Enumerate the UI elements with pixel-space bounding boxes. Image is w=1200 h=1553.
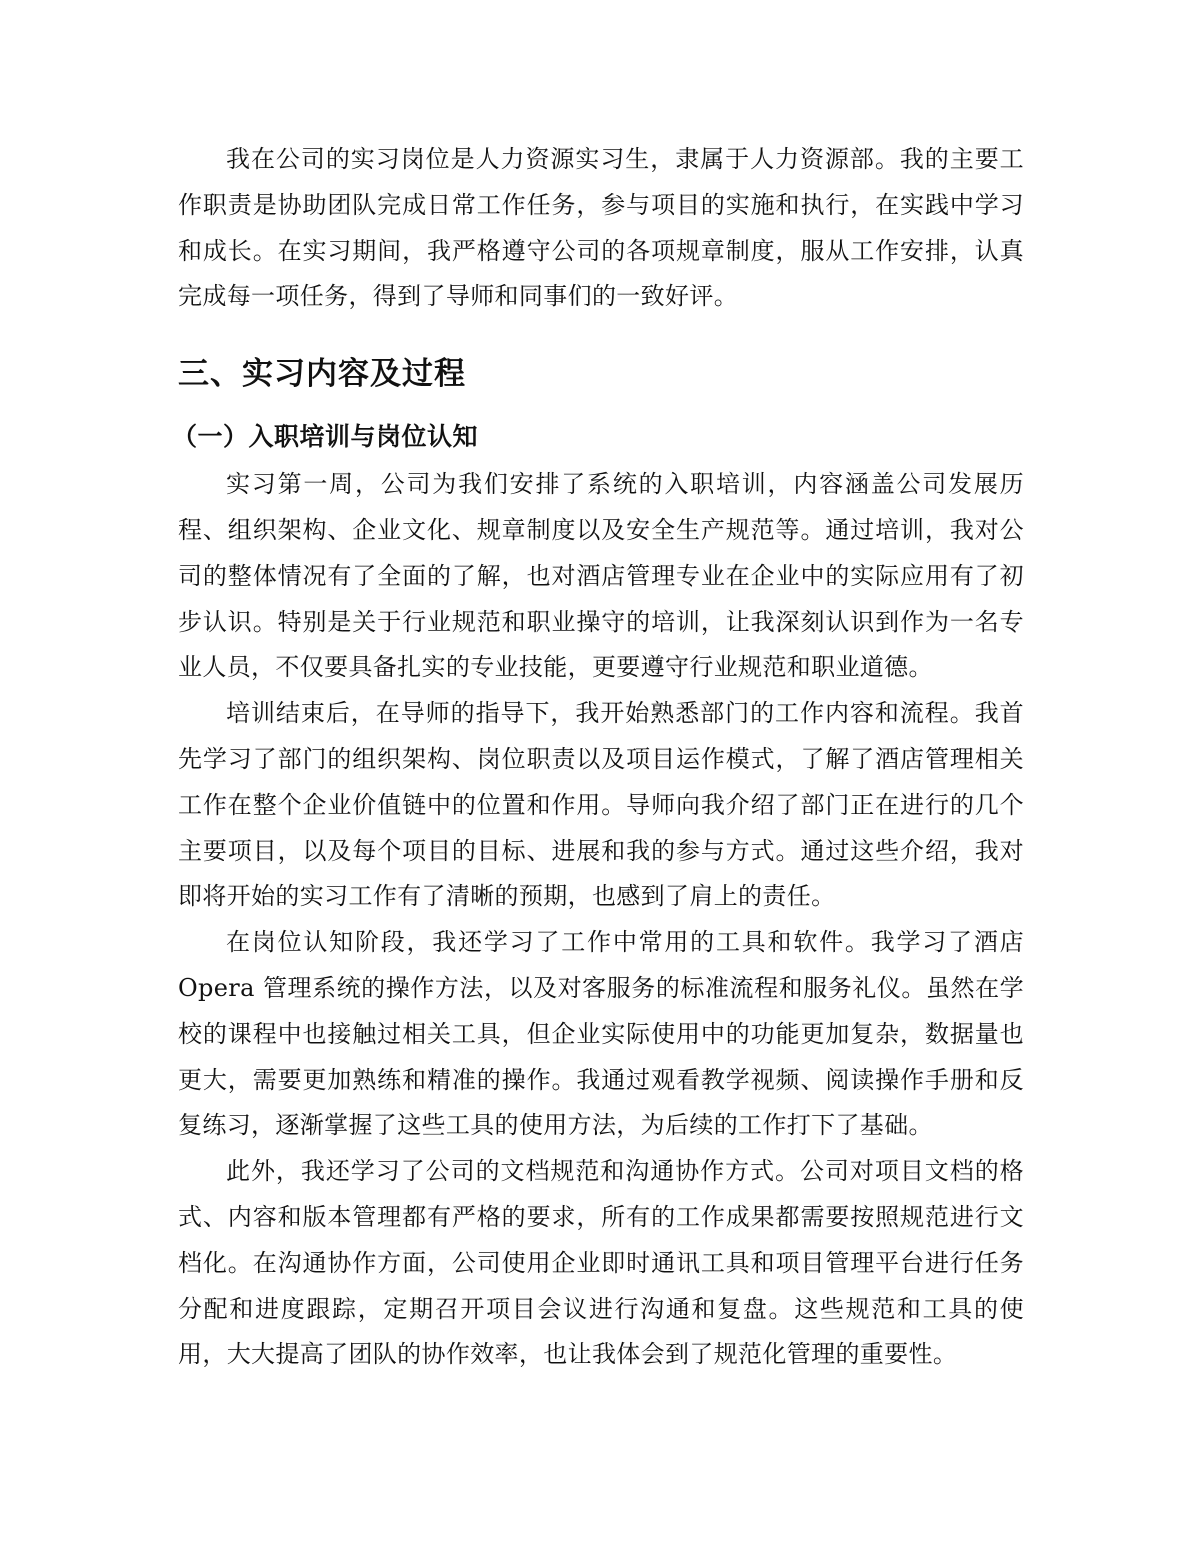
subsection-heading: （一）入职培训与岗位认知 [172,422,479,452]
body-paragraph-3: 在岗位认知阶段，我还学习了工作中常用的工具和软件。我学习了酒店 Opera 管理系统的操作方法，以及对客服务的标准流程和服务礼仪。虽然在学校的课程中也接触过相关工具，但企业实际使用中的功能更加复杂，数据量也更大，需要更加熟练和精准的操作。我通过观看教学视频、阅读操作手册和反复练习，逐渐掌握了这些工具的使用方法，为后续的工作打下了基础。 [178,928,1024,1140]
body-paragraph-4: 此外，我还学习了公司的文档规范和沟通协作方式。公司对项目文档的格式、内容和版本管理都有严格的要求，所有的工作成果都需要按照规范进行文档化。在沟通协作方面，公司使用企业即时通讯工具和项目管理平台进行任务分配和进度跟踪，定期召开项目会议进行沟通和复盘。这些规范和工具的使用，大大提高了团队的协作效率，也让我体会到了规范化管理的重要性。 [178,1157,1024,1369]
body-paragraph-1: 实习第一周，公司为我们安排了系统的入职培训，内容涵盖公司发展历程、组织架构、企业文化、规章制度以及安全生产规范等。通过培训，我对公司的整体情况有了全面的了解，也对酒店管理专业在企业中的实际应用有了初步认识。特别是关于行业规范和职业操守的培训，让我深刻认识到作为一名专业人员，不仅要具备扎实的专业技能，更要遵守行业规范和职业道德。 [178,470,1024,682]
section-heading: 三、实习内容及过程 [178,356,466,393]
intro-paragraph: 我在公司的实习岗位是人力资源实习生，隶属于人力资源部。我的主要工作职责是协助团队完成日常工作任务，参与项目的实施和执行，在实践中学习和成长。在实习期间，我严格遵守公司的各项规章制度，服从工作安排，认真完成每一项任务，得到了导师和同事们的一致好评。 [178,145,1024,311]
body-paragraph-2: 培训结束后，在导师的指导下，我开始熟悉部门的工作内容和流程。我首先学习了部门的组织架构、岗位职责以及项目运作模式，了解了酒店管理相关工作在整个企业价值链中的位置和作用。导师向我介绍了部门正在进行的几个主要项目，以及每个项目的目标、进展和我的参与方式。通过这些介绍，我对即将开始的实习工作有了清晰的预期，也感到了肩上的责任。 [178,699,1024,911]
page-content [172,137,1024,1378]
